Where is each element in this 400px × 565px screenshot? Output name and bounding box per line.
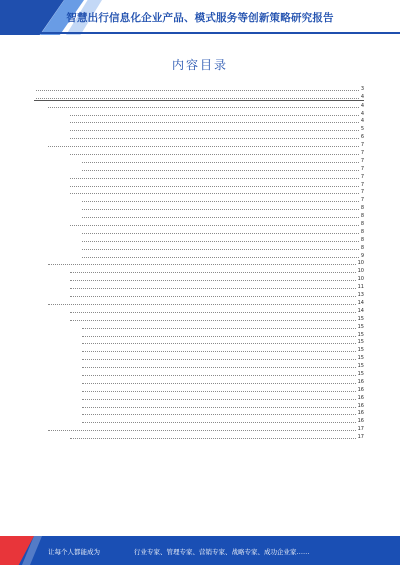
toc-leader-dots xyxy=(48,107,359,108)
toc-page-number: 10 xyxy=(357,276,364,283)
toc-heading: 内容目录 xyxy=(171,58,228,72)
toc-page-number: 16 xyxy=(357,386,364,393)
toc-entry[interactable] xyxy=(34,385,364,393)
toc-entry[interactable] xyxy=(34,401,364,409)
toc-page-number: 7 xyxy=(360,157,364,164)
toc-leader-dots xyxy=(82,359,356,360)
toc-entry[interactable] xyxy=(34,338,364,346)
toc-leader-dots xyxy=(48,430,356,431)
toc-leader-dots xyxy=(48,264,356,265)
toc-page-number: 8 xyxy=(360,213,364,220)
toc-leader-dots xyxy=(82,391,356,392)
toc-page-number: 4 xyxy=(360,110,364,117)
toc-entry[interactable] xyxy=(34,227,364,235)
toc-entry[interactable] xyxy=(34,416,364,424)
toc-page-number: 3 xyxy=(360,85,364,92)
toc-entry[interactable] xyxy=(34,180,364,188)
toc-entry[interactable] xyxy=(34,140,364,148)
toc-page-number: 16 xyxy=(357,418,364,425)
toc-leader-dots xyxy=(82,414,356,415)
toc-leader-dots xyxy=(82,422,356,423)
toc-page-number: 10 xyxy=(357,268,364,275)
page-footer xyxy=(0,536,400,565)
toc-leader-dots xyxy=(82,209,359,210)
toc-entry[interactable] xyxy=(34,361,364,369)
header-divider xyxy=(0,32,400,34)
toc-leader-dots xyxy=(82,343,356,344)
toc-page-number: 7 xyxy=(360,197,364,204)
toc-leader-dots xyxy=(70,288,356,289)
toc-entry[interactable] xyxy=(34,195,364,203)
toc-page-number: 8 xyxy=(360,221,364,228)
toc-leader-dots xyxy=(82,351,356,352)
toc-page-number: 17 xyxy=(357,434,364,441)
toc-entry[interactable] xyxy=(34,314,364,322)
toc-entry[interactable] xyxy=(34,235,364,243)
toc-page-number: 11 xyxy=(357,284,364,291)
toc-page-number: 8 xyxy=(360,228,364,235)
toc-page-number: 5 xyxy=(360,126,364,133)
toc-entry[interactable] xyxy=(34,92,364,101)
toc-leader-dots xyxy=(70,115,359,116)
toc-leader-dots xyxy=(70,272,356,273)
page-header xyxy=(0,0,400,35)
toc-leader-dots xyxy=(82,217,359,218)
toc-page-number: 4 xyxy=(360,102,364,109)
toc-leader-dots xyxy=(48,304,356,305)
toc-page-number: 15 xyxy=(357,370,364,377)
toc-entry[interactable] xyxy=(34,219,364,227)
toc-leader-dots xyxy=(70,138,359,139)
toc-leader-dots xyxy=(70,438,356,439)
toc-leader-dots xyxy=(36,98,359,99)
toc-leader-dots xyxy=(70,280,356,281)
toc-leader-dots xyxy=(82,249,359,250)
toc-page-number: 8 xyxy=(360,205,364,212)
toc-entry[interactable] xyxy=(34,203,364,211)
toc-page-number: 16 xyxy=(357,410,364,417)
toc-page-number: 14 xyxy=(357,299,364,306)
toc-leader-dots xyxy=(82,399,356,400)
toc-page-number: 14 xyxy=(357,307,364,314)
toc-page-number: 15 xyxy=(357,315,364,322)
toc-entry[interactable] xyxy=(34,251,364,259)
toc-page-number: 15 xyxy=(357,355,364,362)
toc-page-number: 8 xyxy=(360,244,364,251)
toc-leader-dots xyxy=(70,154,359,155)
toc-leader-dots xyxy=(70,225,359,226)
toc-leader-dots xyxy=(70,178,359,179)
toc-page-number: 15 xyxy=(357,323,364,330)
toc-leader-dots xyxy=(82,367,356,368)
toc-entry[interactable] xyxy=(34,156,364,164)
toc-leader-dots xyxy=(82,201,359,202)
toc-entry[interactable] xyxy=(34,409,364,417)
toc-entry[interactable] xyxy=(34,322,364,330)
toc-page-number: 15 xyxy=(357,347,364,354)
toc-entry[interactable] xyxy=(34,243,364,251)
toc-entry[interactable] xyxy=(34,132,364,140)
toc-page-number: 15 xyxy=(357,363,364,370)
toc-leader-dots xyxy=(70,130,359,131)
toc-page-number: 7 xyxy=(360,173,364,180)
toc-entry[interactable] xyxy=(34,345,364,353)
toc-leader-dots xyxy=(48,146,359,147)
toc-page-number: 8 xyxy=(360,236,364,243)
toc-leader-dots xyxy=(82,383,356,384)
toc-entry[interactable] xyxy=(34,84,364,92)
toc-entry[interactable] xyxy=(34,353,364,361)
toc-entry[interactable] xyxy=(34,393,364,401)
footer-slogan-left: 让每个人都能成为 xyxy=(48,548,100,556)
toc-page-number: 4 xyxy=(360,118,364,125)
toc-entry[interactable] xyxy=(34,424,364,432)
toc-leader-dots xyxy=(82,170,359,171)
toc-entry[interactable] xyxy=(34,148,364,156)
footer-slogan-right: 行业专家、管理专家、营销专家、战略专家、成功企业家…… xyxy=(134,548,310,556)
toc-page-number: 17 xyxy=(357,426,364,433)
toc-leader-dots xyxy=(82,336,356,337)
toc-leader-dots xyxy=(70,296,356,297)
toc-page-number: 9 xyxy=(360,252,364,259)
toc-leader-dots xyxy=(82,233,359,234)
toc-entry[interactable] xyxy=(34,101,364,109)
toc-entry[interactable] xyxy=(34,164,364,172)
toc-leader-dots xyxy=(82,375,356,376)
table-of-contents xyxy=(34,84,364,440)
toc-leader-dots xyxy=(70,320,356,321)
toc-entry[interactable] xyxy=(34,330,364,338)
report-title: 智慧出行信息化企业产品、模式服务等创新策略研究报告 xyxy=(66,12,334,24)
toc-entry[interactable] xyxy=(34,172,364,180)
toc-page-number: 7 xyxy=(360,142,364,149)
toc-entry[interactable] xyxy=(34,211,364,219)
toc-leader-dots xyxy=(82,328,356,329)
toc-leader-dots xyxy=(70,186,359,187)
toc-leader-dots xyxy=(82,162,359,163)
toc-entry[interactable] xyxy=(34,298,364,306)
toc-entry[interactable] xyxy=(34,188,364,196)
toc-entry[interactable] xyxy=(34,306,364,314)
toc-entry[interactable] xyxy=(34,432,364,440)
toc-leader-dots xyxy=(82,407,356,408)
toc-leader-dots xyxy=(36,90,359,91)
toc-entry[interactable] xyxy=(34,377,364,385)
toc-entry[interactable] xyxy=(34,109,364,117)
toc-page-number: 7 xyxy=(360,150,364,157)
toc-page-number: 4 xyxy=(360,93,364,100)
toc-entry[interactable] xyxy=(34,369,364,377)
toc-entry[interactable] xyxy=(34,117,364,125)
toc-page-number: 16 xyxy=(357,402,364,409)
toc-page-number: 7 xyxy=(360,181,364,188)
toc-entry[interactable] xyxy=(34,290,364,298)
toc-leader-dots xyxy=(70,193,359,194)
toc-entry[interactable] xyxy=(34,259,364,267)
toc-page-number: 16 xyxy=(357,394,364,401)
toc-entry[interactable] xyxy=(34,266,364,274)
toc-page-number: 7 xyxy=(360,189,364,196)
toc-page-number: 15 xyxy=(357,339,364,346)
toc-leader-dots xyxy=(82,241,359,242)
toc-leader-dots xyxy=(82,257,359,258)
toc-page-number: 7 xyxy=(360,165,364,172)
toc-page-number: 13 xyxy=(357,292,364,299)
toc-page-number: 15 xyxy=(357,331,364,338)
toc-page-number: 16 xyxy=(357,378,364,385)
toc-entry[interactable] xyxy=(34,282,364,290)
toc-page-number: 10 xyxy=(357,260,364,267)
toc-leader-dots xyxy=(70,312,356,313)
toc-entry[interactable] xyxy=(34,274,364,282)
toc-page-number: 6 xyxy=(360,134,364,141)
toc-entry[interactable] xyxy=(34,124,364,132)
toc-leader-dots xyxy=(70,122,359,123)
